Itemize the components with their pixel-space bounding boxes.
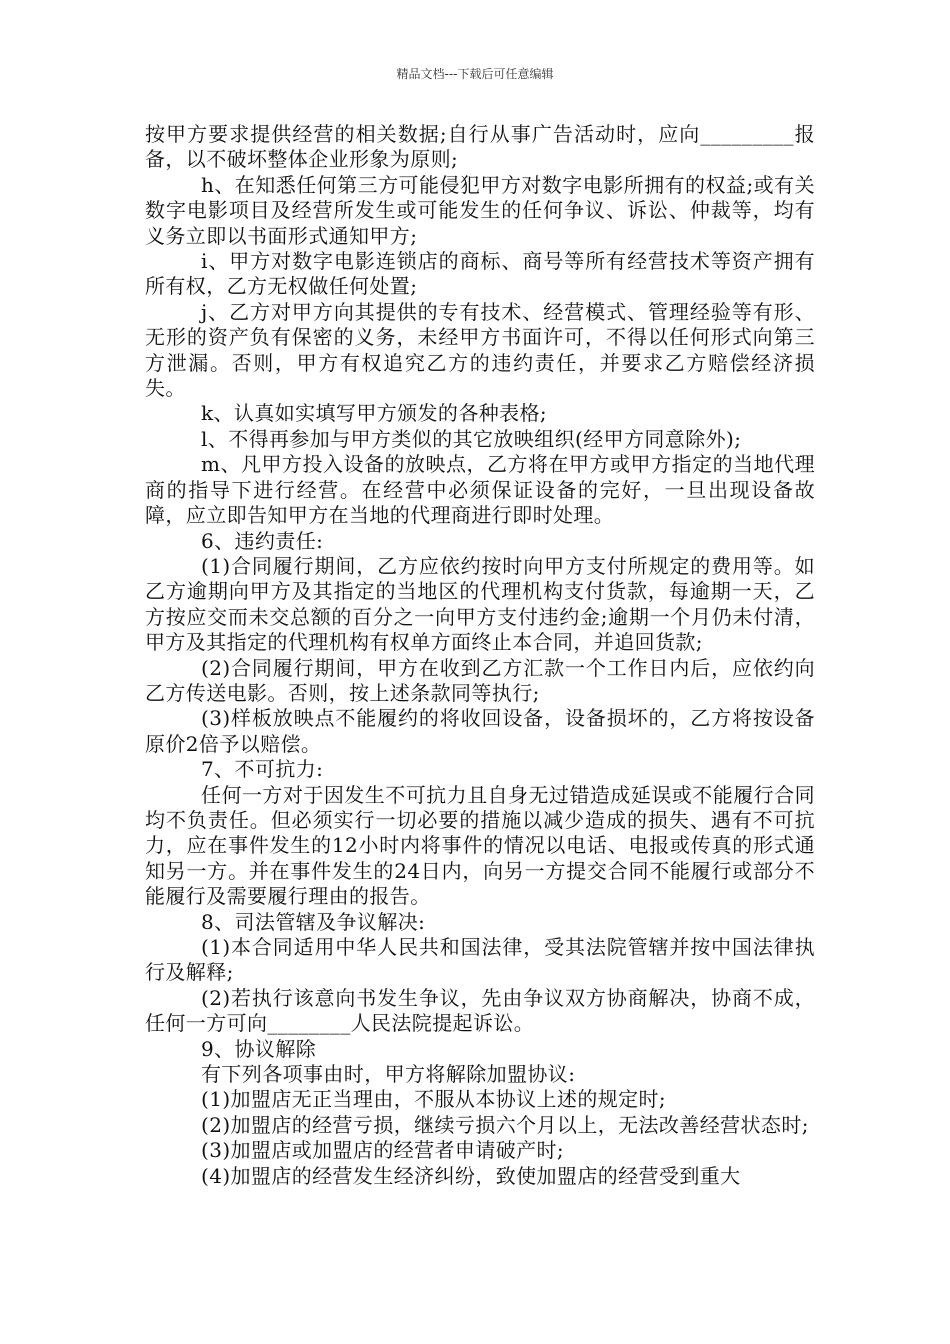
paragraph: (4)加盟店的经营发生经济纠纷，致使加盟店的经营受到重大 <box>201 1163 741 1188</box>
section-heading: 7、不可抗力: <box>201 757 324 782</box>
paragraph: (2)若执行该意向书发生争议，先由争议双方协商解决，协商不成，任何一方可向________人民法院提起诉讼。 <box>145 985 815 1036</box>
paragraph: (2)合同履行期间，甲方在收到乙方汇款一个工作日内后，应依约向乙方传送电影。否则，按上述条款同等执行; <box>145 655 815 705</box>
paragraph: (1)合同履行期间，乙方应依约按时向甲方支付所规定的费用等。如乙方逾期向甲方及其指定的当地区的代理机构支付货款，每逾期一天，乙方按应交而未交总额的百分之一向甲方支付违约金;逾期一个月仍未付清，甲方及其指定的代理机构有权单方面终止本合同，并追回货款; <box>145 553 815 655</box>
paragraph: i、甲方对数字电影连锁店的商标、商号等所有经营技术等资产拥有所有权，乙方无权做任何处置; <box>145 249 815 299</box>
paragraph: (3)样板放映点不能履约的将收回设备，设备损坏的，乙方将按设备原价2倍予以赔偿。 <box>145 706 815 756</box>
paragraph: h、在知悉任何第三方可能侵犯甲方对数字电影所拥有的权益;或有关数字电影项目及经营所发生或可能发生的任何争议、诉讼、仲裁等，均有义务立即以书面形式通知甲方; <box>145 172 815 248</box>
page-header: 精品文档---下载后可任意编辑 <box>396 67 554 81</box>
paragraph: 有下列各项事由时，甲方将解除加盟协议: <box>201 1062 576 1087</box>
paragraph: j、乙方对甲方向其提供的专有技术、经营模式、管理经验等有形、无形的资产负有保密的义务，未经甲方书面许可，不得以任何形式向第三方泄漏。否则，甲方有权追究乙方的违约责任，并要求乙方赔偿经济损失。 <box>145 299 815 401</box>
paragraph: m、凡甲方投入设备的放映点，乙方将在甲方或甲方指定的当地代理商的指导下进行经营。在经营中必须保证设备的完好，一旦出现设备故障，应立即告知甲方在当地的代理商进行即时处理。 <box>145 452 815 528</box>
paragraph: (1)加盟店无正当理由，不服从本协议上述的规定时; <box>201 1087 667 1112</box>
paragraph: (3)加盟店或加盟店的经营者申请破产时; <box>201 1138 565 1163</box>
paragraph: 任何一方对于因发生不可抗力且自身无过错造成延误或不能履行合同均不负责任。但必须实行一切必要的措施以减少造成的损失、遇有不可抗力，应在事件发生的12小时内将事件的情况以电话、电报或传真的形式通知另一方。并在事件发生的24日内，向另一方提交合同不能履行或部分不能履行及需要履行理由的报告。 <box>145 782 815 909</box>
paragraph: 按甲方要求提供经营的相关数据;自行从事广告活动时，应向_________报备，以不破坏整体企业形象为原则; <box>145 122 815 172</box>
document-body <box>145 122 815 1189</box>
paragraph: l、不得再参加与甲方类似的其它放映组织(经甲方同意除外); <box>201 426 742 451</box>
paragraph: (2)加盟店的经营亏损，继续亏损六个月以上，无法改善经营状态时; <box>201 1112 809 1137</box>
section-heading: 6、违约责任: <box>201 528 324 553</box>
section-heading: 9、协议解除 <box>201 1036 317 1061</box>
paragraph: k、认真如实填写甲方颁发的各种表格; <box>201 401 548 426</box>
paragraph: (1)本合同适用中华人民共和国法律，受其法院管辖并按中国法律执行及解释; <box>145 935 815 985</box>
section-heading: 8、司法管辖及争议解决: <box>201 909 426 934</box>
